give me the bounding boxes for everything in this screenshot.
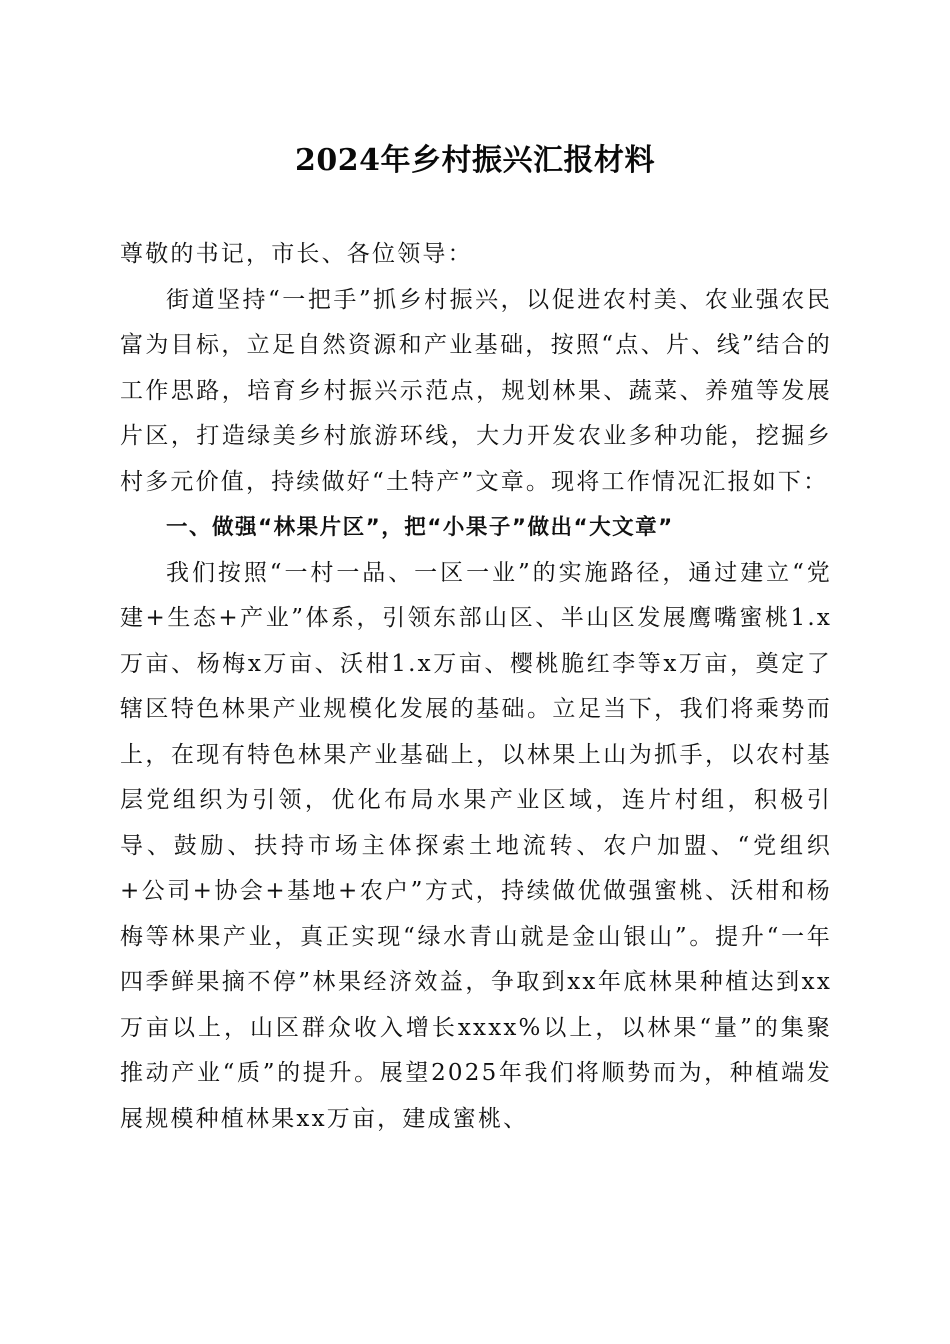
section-heading-1: 一、做强“林果片区”，把“小果子”做出“大文章” <box>166 515 674 540</box>
intro-paragraph: 街道坚持“一把手”抓乡村振兴，以促进农村美、农业强农民富为目标，立足自然资源和产业基础，按照“点、片、线”结合的工作思路，培育乡村振兴示范点，规划林果、蔬菜、养殖等发展片区，打造绿美乡村旅游环线，大力开发农业多种功能，挖掘乡村多元价值，持续做好“土特产”文章。现将工作情况汇报如下： <box>120 286 832 495</box>
document-body <box>120 232 832 1142</box>
section-1-paragraph: 我们按照“一村一品、一区一业”的实施路径，通过建立“党建+生态+产业”体系，引领东部山区、半山区发展鹰嘴蜜桃1.x万亩、杨梅x万亩、沃柑1.x万亩、樱桃脆红李等x万亩，奠定了辖区特色林果产业规模化发展的基础。立足当下，我们将乘势而上，在现有特色林果产业基础上，以林果上山为抓手，以农村基层党组织为引领，优化布局水果产业区域，连片村组，积极引导、鼓励、扶持市场主体探索土地流转、农户加盟、“党组织+公司+协会+基地+农户”方式，持续做优做强蜜桃、沃柑和杨梅等林果产业，真正实现“绿水青山就是金山银山”。提升“一年四季鲜果摘不停”林果经济效益，争取到xx年底林果种植达到xx万亩以上，山区群众收入增长xxxx%以上，以林果“量”的集聚推动产业“质”的提升。展望2025年我们将顺势而为，种植端发展规模种植林果xx万亩，建成蜜桃、 <box>120 559 832 1132</box>
document-title: 2024年乡村振兴汇报材料 <box>295 143 655 178</box>
salutation: 尊敬的书记，市长、各位领导： <box>120 241 473 267</box>
